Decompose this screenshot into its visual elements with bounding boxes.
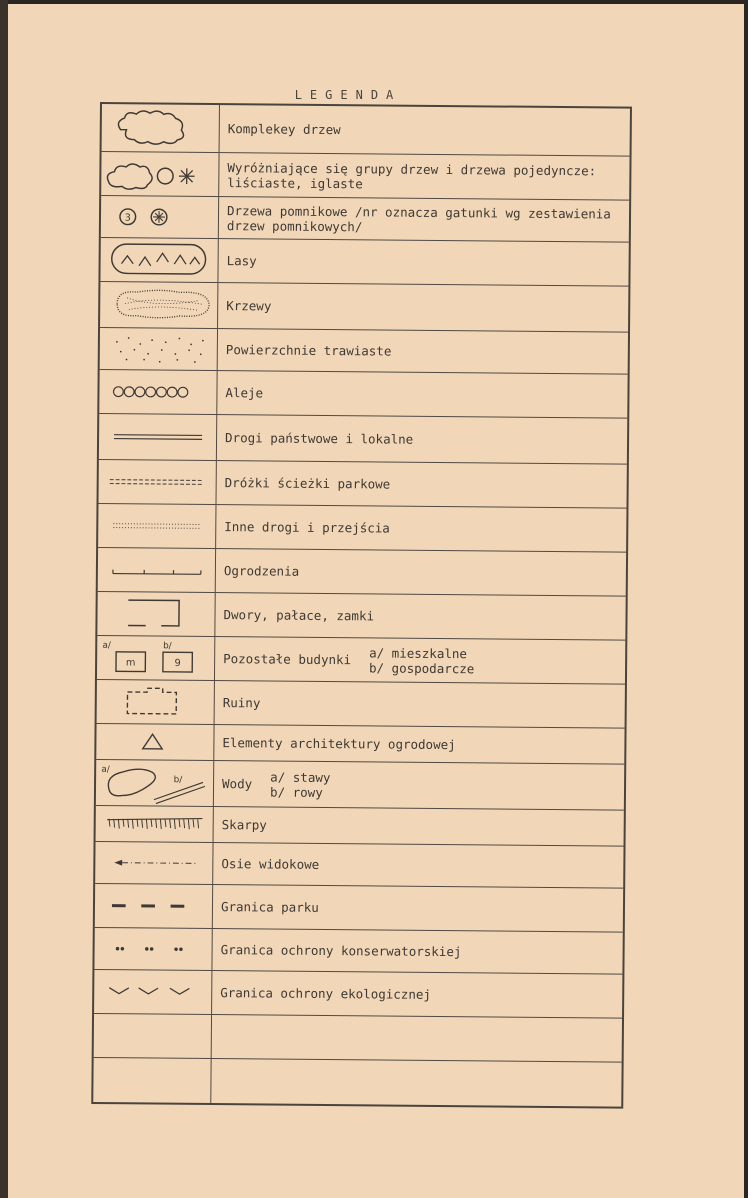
legend-description (212, 1015, 622, 1062)
park-boundary-icon (95, 884, 213, 928)
park-path-icon (99, 460, 217, 504)
tree-complex-icon (102, 104, 220, 152)
tree-groups-icon (101, 152, 219, 196)
legend-description (213, 885, 623, 932)
legend-description (213, 843, 623, 888)
alley-icon (99, 370, 217, 414)
legend-row (99, 370, 627, 419)
garden-architecture-icon (96, 724, 214, 760)
legend-symbol-cell (95, 884, 213, 928)
legend-title: LEGENDA (294, 88, 402, 102)
legend-row (96, 806, 624, 847)
legend-description (214, 807, 624, 846)
fence-icon (98, 548, 216, 592)
legend-description (216, 461, 626, 508)
legend-row (94, 1014, 622, 1063)
shrubs-icon (100, 282, 218, 328)
legend-symbol-cell (99, 460, 217, 504)
legend-symbol-cell (94, 928, 212, 970)
legend-text: Dróżki ścieżki parkowe (224, 475, 391, 492)
legend-description (218, 283, 628, 332)
legend-text: Elementy architektury ogrodowej (222, 735, 456, 753)
legend-row (96, 724, 624, 765)
legend-description (212, 971, 622, 1018)
legend-row (97, 680, 625, 729)
legend-text: Granica parku (220, 899, 319, 915)
legend-text: Ogrodzenia (223, 563, 300, 579)
legend-row (100, 282, 628, 333)
legend-text: Ruiny (222, 695, 261, 711)
legend-sub-b: b/ rowy (270, 784, 323, 800)
legend-sub-a: a/ mieszkalne (369, 644, 468, 661)
legend-symbol-cell (96, 806, 214, 842)
legend-text: Dwory, pałace, zamki (223, 607, 375, 624)
legend-text: Inne drogi i przejścia (224, 519, 390, 536)
legend-description (216, 549, 626, 596)
legend-symbol-cell (99, 370, 217, 414)
legend-row (99, 414, 627, 465)
legend-row (94, 928, 622, 975)
legend-symbol-cell (100, 328, 218, 370)
legend-symbol-cell (96, 760, 214, 806)
legend-row (95, 842, 623, 889)
legend-description (217, 415, 627, 464)
legend-symbol-cell (100, 282, 218, 328)
legend-text: Powierzchnie trawiaste (225, 342, 392, 359)
legend-symbol-cell (96, 724, 214, 760)
legend-text: Osie widokowe (221, 856, 320, 872)
book-spine (0, 0, 8, 1198)
legend-text: Skarpy (221, 817, 267, 833)
legend-row (96, 760, 624, 811)
monument-trees-icon (101, 196, 219, 238)
legend-text: Wody (221, 776, 253, 792)
svg-text:m: m (125, 657, 136, 669)
legend-text: Drzewa pomnikowe /nr oznacza gatunki wg zestawienia drzew pomnikowych/ (226, 202, 611, 234)
legend-symbol-cell (97, 636, 215, 680)
legend-text: Granica ochrony ekologicznej (220, 985, 432, 1002)
legend-description (212, 929, 622, 974)
svg-text:9: 9 (174, 657, 181, 670)
svg-text:a/: a/ (101, 764, 110, 775)
legend-row (93, 1058, 621, 1107)
legend-description (219, 153, 629, 200)
legend-description (215, 593, 625, 640)
manor-icon (97, 592, 215, 636)
legend-row (97, 636, 625, 685)
legend-row (101, 196, 629, 243)
conservation-boundary-icon (94, 928, 212, 970)
other-path-icon (98, 504, 216, 548)
legend-row (100, 328, 628, 375)
legend-row (100, 238, 628, 287)
legend-description (214, 725, 624, 764)
legend-table (91, 102, 632, 1109)
legend-description (218, 239, 628, 286)
grass-icon (100, 328, 218, 370)
legend-description (216, 505, 626, 552)
legend-sub-b: b/ gospodarcze (368, 659, 475, 676)
legend-text: Wyróżniające się grupy drzew i drzewa pojedyncze: liściaste, iglaste (227, 159, 597, 191)
ruins-icon (97, 680, 215, 724)
legend-text: Drogi państwowe i lokalne (225, 430, 414, 447)
legend-row (102, 104, 630, 157)
escarpment-icon (96, 806, 214, 842)
legend-row (101, 152, 629, 201)
legend-symbol-cell (101, 196, 219, 238)
legend-text: Lasy (226, 253, 257, 269)
forest-icon (100, 238, 218, 282)
legend-sub-a: a/ stawy (270, 769, 331, 785)
view-axis-icon (95, 842, 213, 884)
svg-text:b/: b/ (163, 641, 172, 652)
legend-row (94, 970, 622, 1019)
legend-symbol-cell (95, 842, 213, 884)
legend-symbol-cell (99, 414, 217, 460)
legend-text: Pozostałe budynki (223, 651, 352, 668)
svg-text:3: 3 (124, 212, 131, 224)
legend-description (211, 1059, 621, 1107)
legend-row (95, 884, 623, 933)
legend-symbol-cell (94, 1014, 212, 1058)
legend-row (98, 548, 626, 597)
legend-description (215, 681, 625, 728)
legend-description (219, 197, 629, 242)
svg-text:a/: a/ (102, 640, 111, 651)
legend-symbol-cell (102, 104, 220, 152)
legend-symbol-cell (101, 152, 219, 196)
state-road-icon (99, 414, 217, 460)
legend-text: Aleje (225, 385, 264, 401)
legend-symbol-cell (97, 592, 215, 636)
legend-symbol-cell (98, 504, 216, 548)
legend-description (214, 761, 624, 810)
buildings-icon (97, 636, 215, 680)
legend-text: Granica ochrony konserwatorskiej (220, 942, 462, 960)
legend-description (215, 637, 625, 684)
legend-description (217, 371, 627, 418)
legend-text: Krzewy (226, 298, 272, 314)
legend-text: Komplekey drzew (227, 121, 341, 138)
legend-symbol-cell (97, 680, 215, 724)
legend-row (98, 504, 626, 553)
legend-description (218, 329, 628, 374)
legend-description (220, 105, 630, 156)
legend-row (98, 460, 626, 509)
legend-symbol-cell (98, 548, 216, 592)
water-icon (96, 760, 214, 806)
legend-symbol-cell (100, 238, 218, 282)
svg-text:b/: b/ (173, 775, 183, 786)
legend-symbol-cell (94, 970, 212, 1014)
ecological-boundary-icon (94, 970, 212, 1014)
legend-row (97, 592, 625, 641)
legend-symbol-cell (93, 1058, 211, 1103)
